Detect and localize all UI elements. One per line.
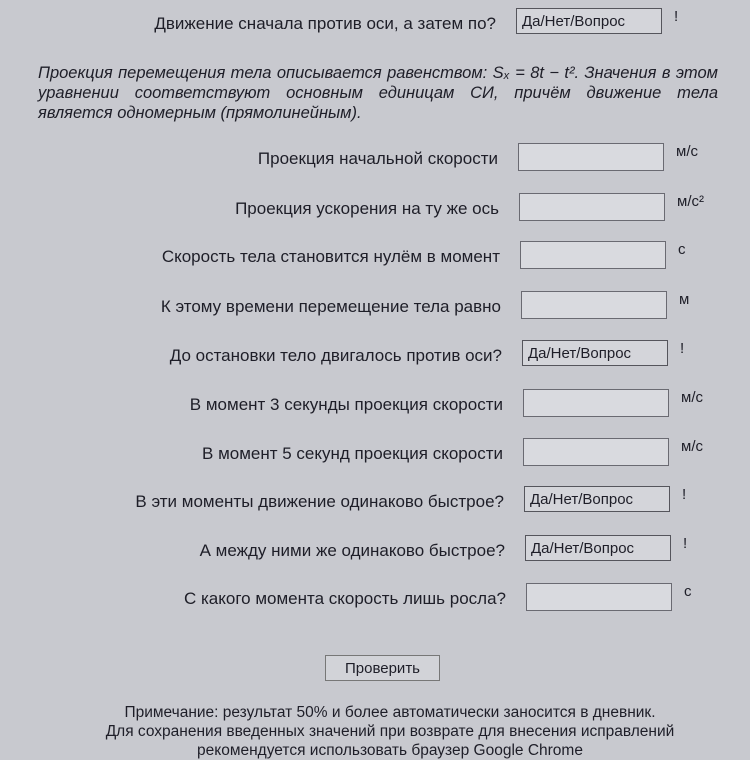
form-row [0,340,750,370]
answer-select[interactable]: Да/Нет/Вопрос [525,535,671,561]
answer-input[interactable] [521,291,667,319]
unit-label: с [684,583,692,600]
note-line: рекомендуется использовать браузер Google Chrome [197,742,583,759]
form-row [0,241,750,271]
unit-label: ! [683,535,688,552]
form-row [0,535,750,565]
form-row [0,389,750,419]
unit-label: ! [680,340,685,357]
task-description [38,63,718,123]
answer-input[interactable] [520,241,666,269]
form-row [0,143,750,173]
unit-label: м/с [681,438,703,455]
field-label: К этому времени перемещение тела равно [160,297,501,316]
field-label: До остановки тело двигалось против оси? [169,346,502,365]
form-row [0,193,750,223]
answer-select[interactable]: Да/Нет/Вопрос [516,8,662,34]
unit-label: м/с² [677,193,704,210]
answer-input[interactable] [519,193,665,221]
unit-label: м [679,291,690,308]
note-line: Для сохранения введенных значений при возврате для внесения исправлений [105,723,675,740]
form-row [0,486,750,516]
unit-label: м/с [676,143,698,160]
field-label: В момент 3 секунды проекция скорости [189,395,503,414]
field-label: С какого момента скорость лишь росла? [183,589,506,608]
unit-label: ! [682,486,687,503]
form-row [0,438,750,468]
unit-label: ! [674,8,679,25]
field-label: В эти моменты движение одинаково быстрое? [135,492,504,511]
note [0,703,750,760]
form-row [0,291,750,321]
answer-input[interactable] [518,143,664,171]
answer-input[interactable] [523,389,669,417]
formula: Sₓ = 8t − t² [492,64,575,82]
answer-input[interactable] [526,583,672,611]
description-text-2: . Значения в этом уравнении соответствуют основным единицам СИ, причём движение тела является одномерным (прямолинейным). [38,64,718,122]
note-line: Примечание: результат 50% и более автоматически заносится в дневник. [124,704,656,721]
check-button[interactable]: Проверить [325,655,440,681]
field-label: Проекция ускорения на ту же ось [235,199,499,218]
field-label: А между ними же одинаково быстрое? [199,541,505,560]
form-row [0,8,750,38]
answer-select[interactable]: Да/Нет/Вопрос [522,340,668,366]
answer-select[interactable]: Да/Нет/Вопрос [524,486,670,512]
field-label: Движение сначала против оси, а затем по? [154,14,496,33]
unit-label: м/с [681,389,703,406]
field-label: Проекция начальной скорости [257,149,498,168]
field-label: Скорость тела становится нулём в момент [161,247,500,266]
form-row [0,583,750,613]
answer-input[interactable] [523,438,669,466]
description-text: Проекция перемещения тела описывается равенством: [38,64,493,82]
field-label: В момент 5 секунд проекция скорости [202,444,503,463]
unit-label: с [678,241,686,258]
